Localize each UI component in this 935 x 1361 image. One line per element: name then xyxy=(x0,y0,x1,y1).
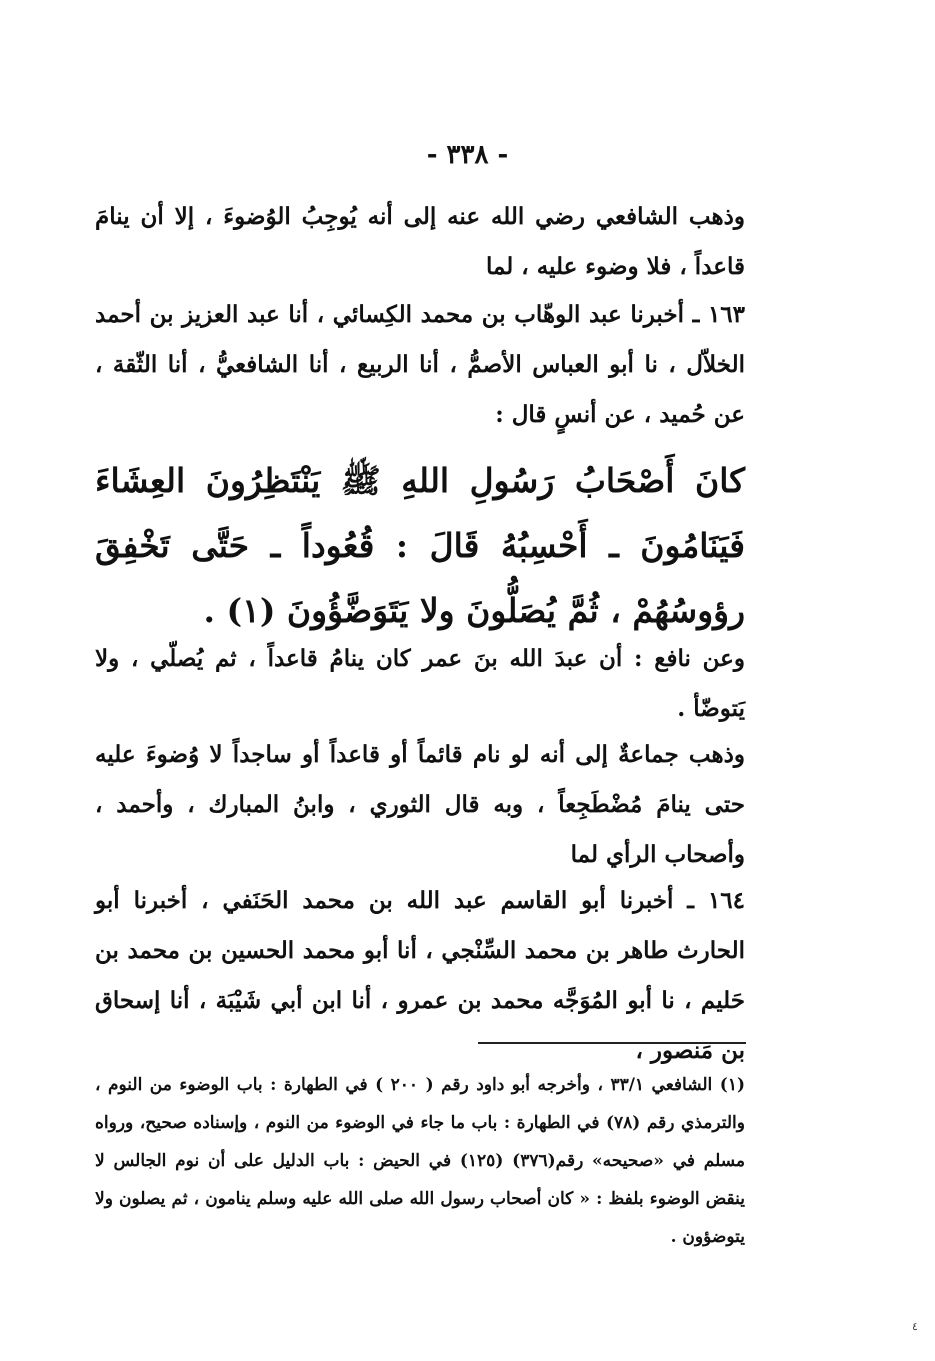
footnote-divider xyxy=(478,1042,746,1044)
page-number: - ٣٣٨ - xyxy=(426,140,509,170)
footnote: (١) الشافعي ٣٣/١ ، وأخرجه أبو داود رقم ( ٢٠٠ ) في الطهارة : باب الوضوء من النوم ، والترمذي رقم (٧٨) في الطهارة : باب ما جاء في الوضوء من النوم ، وإسناده صحيح، ورواه مسلم في «صحيحه» رقم(٣٧٦) (١٢٥) في الحيض : باب الدليل على أن نوم الجالس لا ينقض الوضوء بلفظ : « كان أصحاب رسول الله صلى الله عليه وسلم ينامون ، ثم يصلون ولا يتوضؤون . xyxy=(95,1075,745,1247)
paragraph-nafi: وعن نافع : أن عبدَ الله بنَ عمر كان ينامُ قاعداً ، ثم يُصلّي ، ولا يَتوضّأ . xyxy=(95,645,745,722)
hadith-text: كانَ أَصْحَابُ رَسُولِ اللهِ ﷺ يَنْتَظِرُونَ العِشَاءَ فَيَنَامُونَ ـ أَحْسِبُهُ قَالَ : قُعُوداً ـ حَتَّى تَخْفِقَ رؤوسُهُمْ ، ثُمَّ يُصَلُّونَ ولا يَتَوَضَّؤُونَ (١) . xyxy=(95,461,745,630)
hadith-164-isnad: ١٦٤ ـ أخبرنا أبو القاسم عبد الله بن محمد الحَنَفي ، أخبرنا أبو الحارث طاهر بن محمد السِّنْجي ، أنا أبو محمد الحسين بن محمد بن حَليم ، نا أبو المُوَجَّه محمد بن عمرو ، أنا ابن أبي شَيْبَة ، أنا إسحاق بن مَنصور ، xyxy=(95,887,745,1064)
corner-mark: ٤ xyxy=(912,1320,918,1333)
hadith-163-isnad: ١٦٣ ـ أخبرنا عبد الوهّاب بن محمد الكِسائي ، أنا عبد العزيز بن أحمد الخلاّل ، نا أبو العباس الأصمُّ ، أنا الربيع ، أنا الشافعيُّ ، أنا الثّقة ، عن حُميد ، عن أنسٍ قال : xyxy=(95,301,745,428)
paragraph-shafii-view: وذهب الشافعي رضي الله عنه إلى أنه يُوجِبُ الوُضوءَ ، إلا أن ينامَ قاعداً ، فلا وضوء عليه ، لما xyxy=(95,203,745,280)
paragraph-group-view: وذهب جماعةٌ إلى أنه لو نام قائماً أو قاعداً أو ساجداً لا وُضوءَ عليه حتى ينامَ مُضْطَجِعاً ، وبه قال الثوري ، وابنُ المبارك ، وأحمد ، وأصحاب الرأي لما xyxy=(95,741,745,868)
